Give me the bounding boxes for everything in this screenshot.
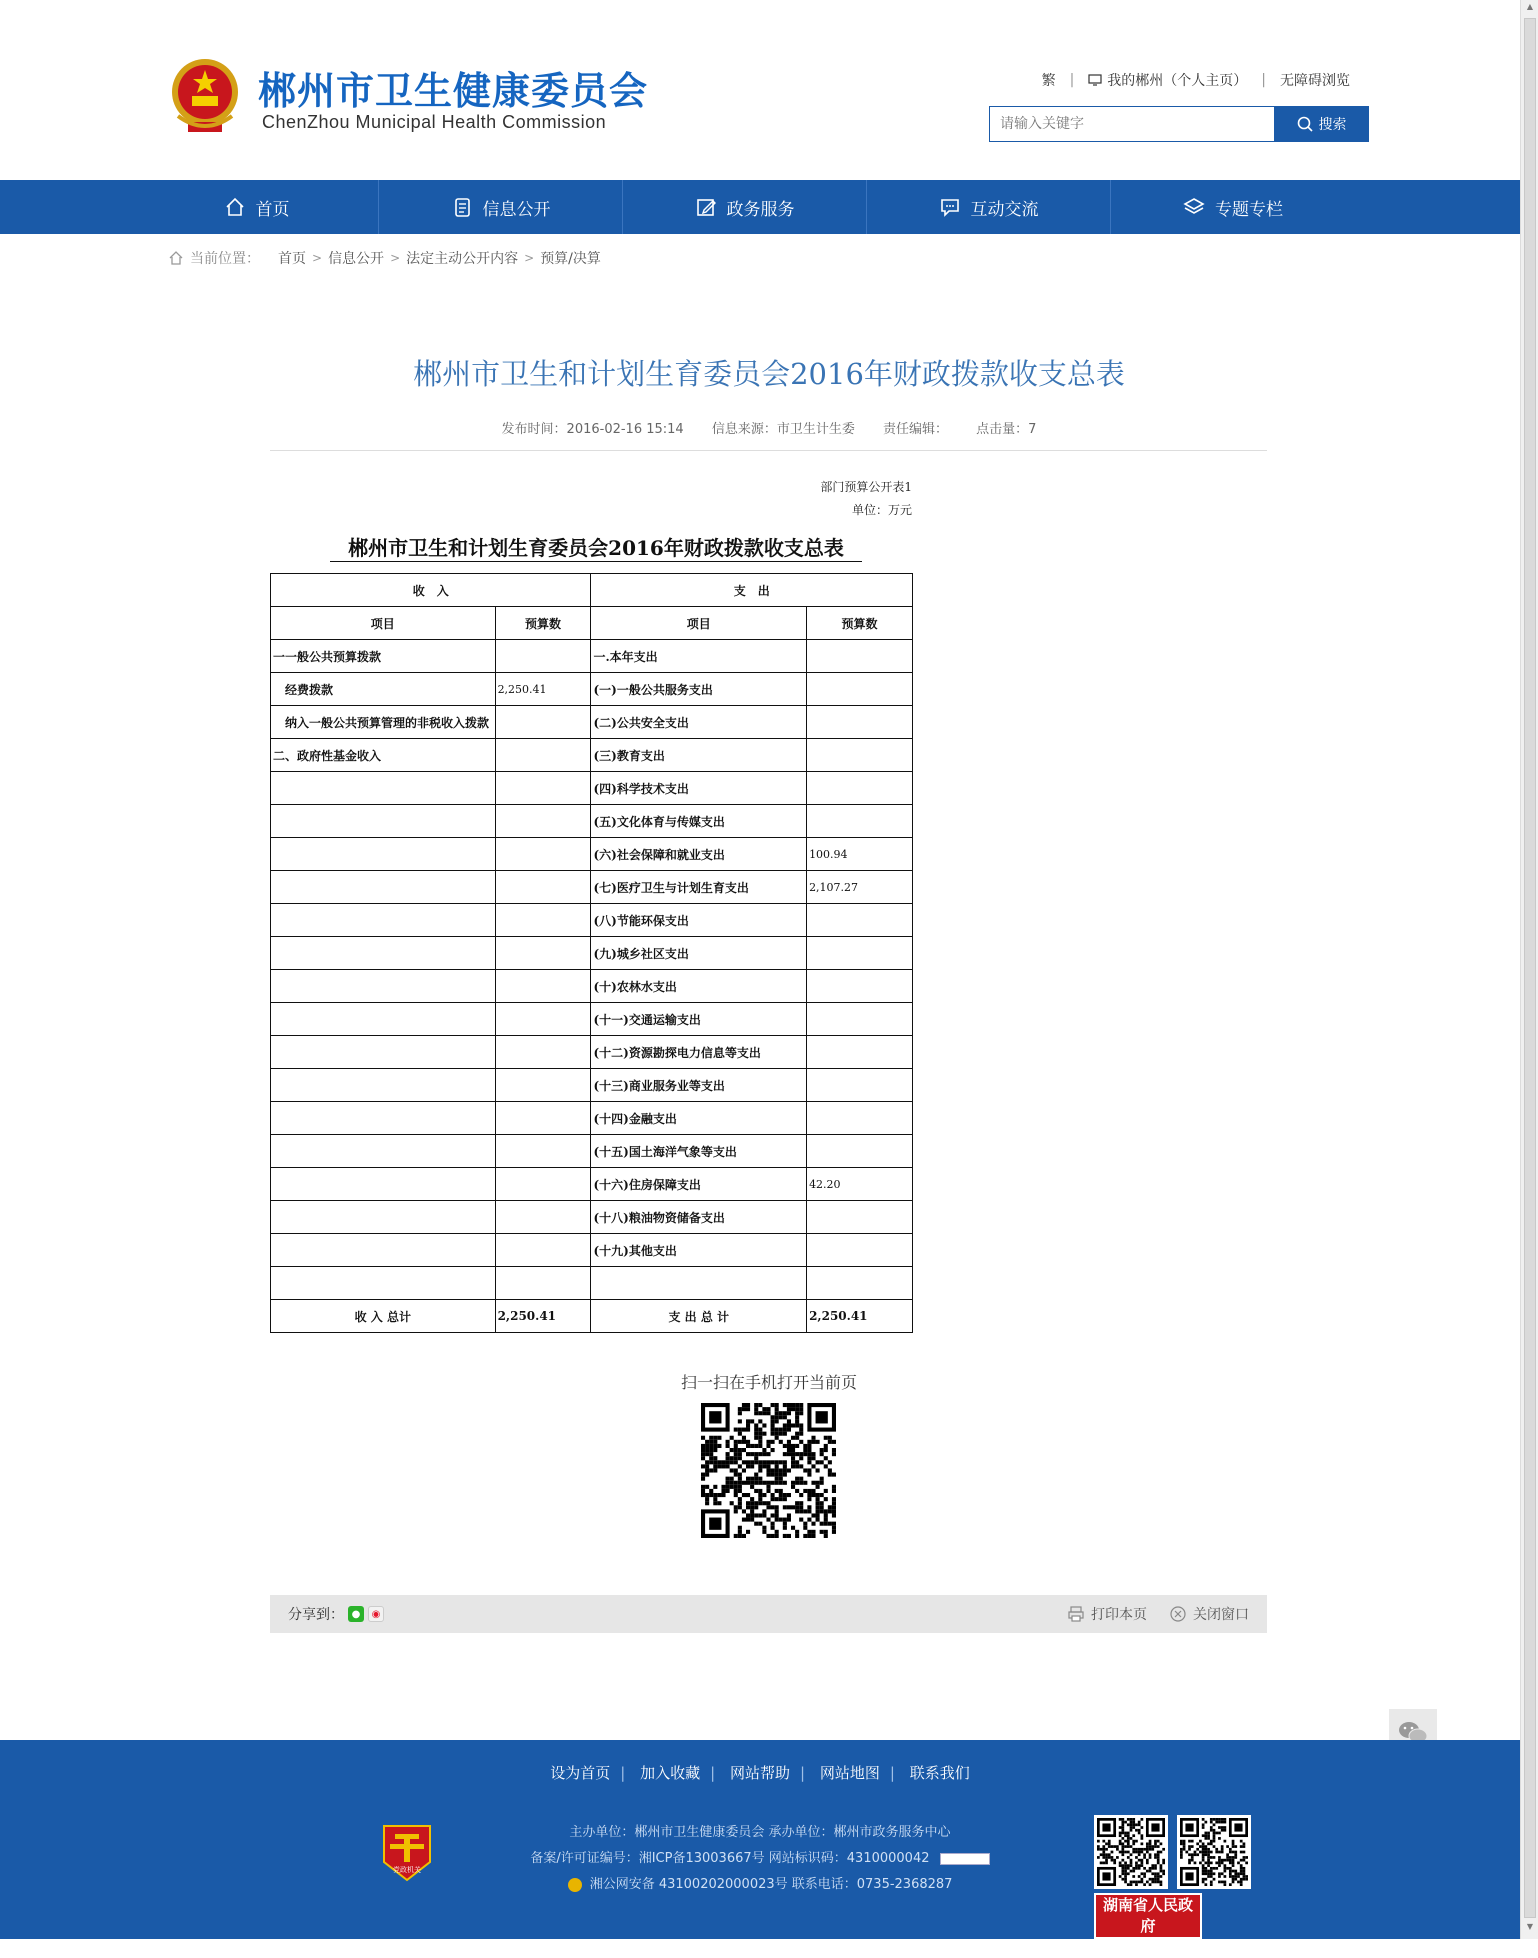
document-icon	[451, 196, 473, 218]
expense-amount-cell	[807, 1234, 913, 1267]
expense-item-cell: (三)教育支出	[591, 739, 807, 772]
table-row	[271, 706, 913, 739]
expense-amount-cell	[807, 1003, 913, 1036]
table-row	[271, 871, 913, 904]
hunan-gov-app-badge[interactable]	[1094, 1893, 1202, 1956]
footer-link-favorite[interactable]: 加入收藏	[640, 1764, 701, 1782]
income-amount-cell	[495, 1036, 591, 1069]
site-footer	[0, 1740, 1520, 1939]
income-amount-cell	[495, 1003, 591, 1036]
expense-amount-cell	[807, 970, 913, 1003]
close-window-button[interactable]	[1169, 1604, 1249, 1624]
expense-amount-cell	[807, 1267, 913, 1300]
info-source: 信息来源：市卫生计生委	[711, 422, 855, 437]
expense-item-cell	[591, 1267, 807, 1300]
income-item-cell	[271, 805, 496, 838]
form-number: 部门预算公开表1	[820, 480, 912, 494]
expense-item-cell: (一)一般公共服务支出	[591, 673, 807, 706]
expense-amount-cell	[807, 937, 913, 970]
table-row	[271, 1102, 913, 1135]
income-item-cell: 经费拨款	[271, 673, 496, 706]
party-government-badge-icon[interactable]	[380, 1822, 434, 1884]
income-item-cell	[271, 1201, 496, 1234]
expense-item-cell: (十三)商业服务业等支出	[591, 1069, 807, 1102]
income-amount-cell	[495, 1201, 591, 1234]
search-input[interactable]	[989, 106, 1274, 142]
expense-amount-cell	[807, 739, 913, 772]
table-row	[271, 1135, 913, 1168]
qr-code	[701, 1403, 836, 1538]
col-header-item: 项目	[591, 607, 807, 640]
site-subtitle: ChenZhou Municipal Health Commission	[262, 112, 607, 132]
table-row	[271, 772, 913, 805]
site-header	[0, 0, 1520, 180]
top-links	[1042, 70, 1350, 90]
expense-amount-cell	[807, 805, 913, 838]
income-amount-cell	[495, 838, 591, 871]
publish-time: 发布时间：2016-02-16 15:14	[501, 422, 684, 437]
col-header-item: 项目	[271, 607, 496, 640]
search-box	[989, 106, 1369, 142]
close-circle-icon	[1169, 1605, 1187, 1623]
divider	[270, 450, 1267, 451]
table-total-row	[271, 1300, 913, 1333]
divider: |	[1261, 72, 1266, 88]
expense-amount-cell	[807, 1069, 913, 1102]
qr-code-app	[1177, 1815, 1251, 1889]
print-button[interactable]	[1067, 1604, 1147, 1624]
printer-icon	[1067, 1605, 1085, 1623]
table-subheader-row	[271, 607, 913, 640]
income-amount-cell	[495, 772, 591, 805]
table-header-row	[271, 574, 913, 607]
income-total-label: 收 入 总计	[271, 1300, 496, 1333]
nav-label: 政务服务	[726, 199, 795, 220]
scroll-down-icon[interactable]: ▼	[1526, 1922, 1534, 1931]
divider: |	[889, 1764, 895, 1782]
income-amount-cell	[495, 1102, 591, 1135]
footer-icp	[440, 1846, 1080, 1872]
income-amount-cell	[495, 805, 591, 838]
page-actions	[1067, 1604, 1249, 1624]
table-row	[271, 673, 913, 706]
my-chenzhou-label: 我的郴州（个人主页）	[1107, 73, 1248, 89]
expense-item-cell: (十九)其他支出	[591, 1234, 807, 1267]
qr-code-wechat	[1094, 1815, 1168, 1889]
click-count: 点击量：7	[976, 422, 1037, 437]
divider: |	[710, 1764, 716, 1782]
vertical-scrollbar[interactable]	[1520, 0, 1538, 1939]
expense-item-cell: (二)公共安全支出	[591, 706, 807, 739]
income-amount-cell	[495, 970, 591, 1003]
expense-item-cell: 一.本年支出	[591, 640, 807, 673]
expense-amount-cell: 100.94	[807, 838, 913, 871]
income-item-cell	[271, 838, 496, 871]
police-badge-icon	[568, 1878, 582, 1892]
scrollbar-thumb[interactable]	[1524, 18, 1536, 1918]
unit-label: 单位：万元	[851, 503, 912, 517]
breadcrumb-item-info[interactable]: 信息公开	[328, 251, 385, 267]
nav-item-home[interactable]	[135, 180, 379, 234]
income-amount-cell	[495, 1267, 591, 1300]
layers-icon	[1183, 196, 1205, 218]
expense-amount-cell	[807, 772, 913, 805]
search-icon	[1297, 116, 1313, 132]
income-item-cell	[271, 871, 496, 904]
expense-item-cell: (十五)国土海洋气象等支出	[591, 1135, 807, 1168]
income-item-cell	[271, 904, 496, 937]
expense-item-cell: (六)社会保障和就业支出	[591, 838, 807, 871]
income-amount-cell: 2,250.41	[495, 673, 591, 706]
table-row	[271, 805, 913, 838]
expense-item-cell: (十)农林水支出	[591, 970, 807, 1003]
nav-label: 互动交流	[970, 199, 1039, 220]
divider: |	[800, 1764, 806, 1782]
footer-link-contact[interactable]: 联系我们	[909, 1764, 970, 1782]
table-row	[271, 1003, 913, 1036]
income-item-cell	[271, 772, 496, 805]
expense-item-cell: (九)城乡社区支出	[591, 937, 807, 970]
expense-amount-cell	[807, 1036, 913, 1069]
breadcrumb	[168, 248, 601, 268]
table-row	[271, 739, 913, 772]
divider: |	[1069, 72, 1075, 88]
footer-link-set-home[interactable]: 设为首页	[550, 1764, 611, 1782]
expense-item-cell: (十八)粮油物资储备支出	[591, 1201, 807, 1234]
national-emblem-icon	[168, 54, 242, 136]
expense-amount-cell: 2,107.27	[807, 871, 913, 904]
nav-item-info-disclosure[interactable]	[379, 180, 623, 234]
editor: 责任编辑：	[883, 422, 949, 437]
footer-info	[440, 1820, 1080, 1898]
breadcrumb-item-statutory[interactable]: 法定主动公开内容	[406, 251, 519, 267]
footer-link-help[interactable]: 网站帮助	[729, 1764, 790, 1782]
breadcrumb-label: 当前位置：	[190, 251, 260, 267]
share-label: 分享到：	[288, 1607, 344, 1623]
table-title: 郴州市卫生和计划生育委员会2016年财政拨款收支总表	[330, 532, 862, 562]
income-amount-cell	[495, 706, 591, 739]
income-item-cell	[271, 1135, 496, 1168]
qr-label: 扫一扫在手机打开当前页	[680, 1373, 857, 1392]
nav-item-special-topics[interactable]	[1111, 180, 1355, 234]
expense-item-cell: (十一)交通运输支出	[591, 1003, 807, 1036]
income-amount-cell	[495, 1168, 591, 1201]
col-header-amount: 预算数	[495, 607, 591, 640]
footer-links	[0, 1762, 1520, 1783]
table-row	[271, 838, 913, 871]
home-icon	[168, 250, 184, 266]
site-title: 郴州市卫生健康委员会	[258, 69, 649, 113]
expense-item-cell: (十二)资源勘探电力信息等支出	[591, 1036, 807, 1069]
income-item-cell	[271, 1102, 496, 1135]
scroll-up-icon[interactable]: ▲	[1526, 2, 1534, 11]
income-item-cell	[271, 1003, 496, 1036]
income-amount-cell	[495, 937, 591, 970]
party-badge-label: 党政机关	[393, 1866, 421, 1874]
income-amount-cell	[495, 871, 591, 904]
chevron-right-icon: >	[524, 251, 535, 265]
income-item-cell	[271, 970, 496, 1003]
expense-item-cell: (七)医疗卫生与计划生育支出	[591, 871, 807, 904]
expense-amount-cell	[807, 706, 913, 739]
budget-table	[270, 573, 913, 1333]
income-amount-cell	[495, 1234, 591, 1267]
expense-item-cell: (四)科学技术支出	[591, 772, 807, 805]
breadcrumb-item-budget[interactable]: 预算/决算	[540, 251, 601, 267]
expense-amount-cell	[807, 640, 913, 673]
table-row	[271, 1036, 913, 1069]
income-item-cell	[271, 1267, 496, 1300]
expense-amount-cell	[807, 1201, 913, 1234]
table-row	[271, 937, 913, 970]
main-nav	[0, 180, 1520, 234]
income-amount-cell	[495, 904, 591, 937]
table-row	[271, 1201, 913, 1234]
print-label: 打印本页	[1091, 1607, 1147, 1623]
article-title: 郴州市卫生和计划生育委员会2016年财政拨款收支总表	[413, 357, 1125, 391]
accessible-browse-link[interactable]: 无障碍浏览	[1280, 73, 1350, 89]
nav-label: 专题专栏	[1215, 199, 1283, 220]
expense-amount-cell: 42.20	[807, 1168, 913, 1201]
income-item-cell	[271, 1234, 496, 1267]
table-row	[271, 970, 913, 1003]
income-item-cell	[271, 1036, 496, 1069]
income-amount-cell	[495, 640, 591, 673]
expense-amount-cell	[807, 904, 913, 937]
expense-amount-cell	[807, 1102, 913, 1135]
footer-police	[440, 1872, 1080, 1898]
chevron-right-icon: >	[312, 251, 323, 265]
expense-total-amount: 2,250.41	[807, 1300, 913, 1333]
table-row	[271, 1069, 913, 1102]
footer-icp-text: 备案/许可证编号：湘ICP备13003667号 网站标识码：4310000042	[530, 1851, 930, 1866]
col-header-amount: 预算数	[807, 607, 913, 640]
divider: |	[620, 1764, 626, 1782]
budget-table-body	[271, 574, 913, 1333]
nav-label: 首页	[255, 199, 290, 220]
table-row	[271, 640, 913, 673]
table-row	[271, 1267, 913, 1300]
expense-total-label: 支 出 总 计	[591, 1300, 807, 1333]
income-item-cell: 二、政府性基金收入	[271, 739, 496, 772]
table-row	[271, 1168, 913, 1201]
app-badge-line2: 手机客户端	[1110, 1938, 1186, 1956]
site-id-badge-icon	[940, 1853, 990, 1865]
expense-item-cell: (十六)住房保障支出	[591, 1168, 807, 1201]
income-item-cell: 一一般公共预算拨款	[271, 640, 496, 673]
expense-header: 支 出	[591, 574, 913, 607]
my-chenzhou-link[interactable]	[1088, 70, 1247, 90]
income-amount-cell	[495, 1135, 591, 1168]
income-total-amount: 2,250.41	[495, 1300, 591, 1333]
chevron-right-icon: >	[390, 251, 401, 265]
expense-amount-cell	[807, 1135, 913, 1168]
close-label: 关闭窗口	[1193, 1607, 1249, 1623]
weibo-share-icon[interactable]: ◉	[368, 1606, 384, 1622]
search-button-label: 搜索	[1318, 117, 1347, 133]
monitor-icon	[1088, 74, 1102, 86]
income-item-cell	[271, 1069, 496, 1102]
home-icon	[224, 196, 246, 218]
article-meta	[0, 418, 1538, 437]
traditional-chinese-link[interactable]: 繁	[1041, 73, 1056, 89]
footer-police-text: 湘公网安备 43100202000023号 联系电话：0735-2368287	[589, 1877, 953, 1892]
footer-organizer: 主办单位：郴州市卫生健康委员会 承办单位：郴州市政务服务中心	[569, 1825, 951, 1840]
breadcrumb-item-home[interactable]: 首页	[278, 251, 306, 267]
nav-item-interaction[interactable]	[867, 180, 1111, 234]
wechat-share-icon[interactable]: ●	[348, 1606, 364, 1622]
share-bar	[270, 1595, 1267, 1633]
search-button[interactable]	[1274, 106, 1369, 142]
table-row	[271, 904, 913, 937]
income-item-cell: 纳入一般公共预算管理的非税收入拨款	[271, 706, 496, 739]
footer-link-sitemap[interactable]: 网站地图	[819, 1764, 880, 1782]
nav-item-gov-service[interactable]	[623, 180, 867, 234]
expense-item-cell: (五)文化体育与传媒支出	[591, 805, 807, 838]
income-item-cell	[271, 937, 496, 970]
app-badge-line1: 湖南省人民政府	[1102, 1896, 1193, 1935]
income-amount-cell	[495, 739, 591, 772]
table-row	[271, 1234, 913, 1267]
income-header: 收 入	[271, 574, 591, 607]
income-item-cell	[271, 1168, 496, 1201]
income-amount-cell	[495, 1069, 591, 1102]
chat-icon	[939, 196, 961, 218]
expense-item-cell: (八)节能环保支出	[591, 904, 807, 937]
expense-item-cell: (十四)金融支出	[591, 1102, 807, 1135]
expense-amount-cell	[807, 673, 913, 706]
edit-icon	[695, 196, 717, 218]
nav-label: 信息公开	[482, 199, 551, 220]
